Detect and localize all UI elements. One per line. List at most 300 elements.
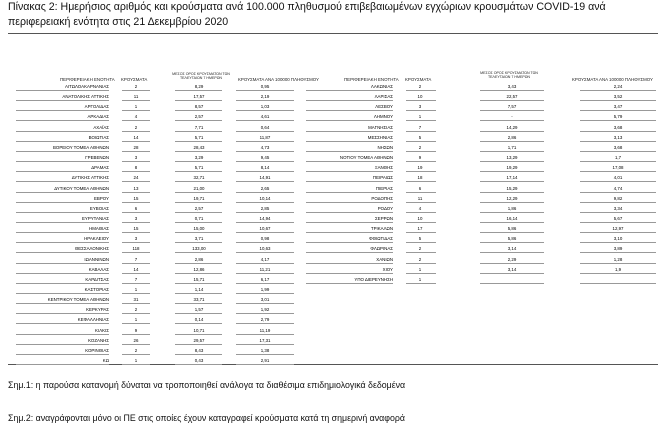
row-rule — [580, 90, 656, 91]
row-rule — [122, 344, 150, 345]
cases-cell: 11 — [133, 94, 139, 100]
row-rule — [236, 110, 294, 111]
row-rule — [236, 171, 294, 172]
avg-cases-cell: 8,57 — [194, 104, 204, 110]
row-rule — [236, 252, 294, 253]
per100k-cell: 3,52 — [613, 94, 623, 100]
avg-cases-cell: 7,57 — [507, 104, 517, 110]
table-row — [290, 104, 660, 113]
cases-cell: 9 — [134, 327, 138, 333]
row-rule — [406, 171, 436, 172]
region-cell: ΚΑΡΔΙΤΣΑΣ — [85, 276, 109, 282]
cases-cell: 9 — [418, 155, 422, 161]
avg-cases-cell: 3,14 — [507, 266, 517, 272]
avg-cases-cell: 10,71 — [193, 327, 205, 333]
cases-cell: 2 — [418, 84, 422, 89]
per100k-cell: 5,79 — [613, 114, 623, 120]
cases-cell: 7 — [134, 276, 138, 282]
table-row — [0, 104, 290, 113]
row-rule — [16, 344, 109, 345]
row-rule — [175, 110, 222, 111]
row-rule — [122, 323, 150, 324]
row-rule — [580, 120, 656, 121]
table-row — [290, 135, 660, 144]
region-cell: ΗΡΑΚΛΕΙΟΥ — [84, 236, 109, 242]
row-rule — [16, 90, 109, 91]
row-rule — [306, 171, 393, 172]
row-rule — [122, 141, 150, 142]
header-cases: ΚΡΟΥΣΜΑΤΑ — [121, 77, 148, 82]
row-rule — [236, 151, 294, 152]
table-row — [0, 206, 290, 215]
cases-cell: 15 — [133, 226, 139, 232]
region-cell: ΤΡΙΚΑΛΩΝ — [370, 226, 393, 232]
region-cell: ΑΙΤΩΛΟΑΚΑΡΝΑΝΙΑΣ — [64, 84, 109, 89]
table-row — [290, 257, 660, 266]
row-rule — [236, 354, 294, 355]
table-row — [0, 307, 290, 316]
cases-cell: 3 — [134, 155, 138, 161]
per100k-cell: 4,73 — [260, 144, 270, 150]
cases-cell: 2 — [418, 256, 422, 262]
table-row — [0, 257, 290, 266]
table-row — [0, 135, 290, 144]
table-row — [290, 196, 660, 205]
row-rule — [122, 313, 150, 314]
region-cell: ΚΕΦΑΛΛΗΝΙΑΣ — [77, 317, 109, 323]
per100k-cell: 11,19 — [259, 327, 271, 333]
row-rule — [236, 161, 294, 162]
table-row — [0, 348, 290, 357]
region-cell: ΛΕΣΒΟΥ — [375, 104, 393, 110]
table-row — [0, 84, 290, 93]
avg-cases-cell: 1,57 — [194, 307, 204, 313]
row-rule — [175, 354, 222, 355]
table-row — [0, 196, 290, 205]
per100k-cell: 10,63 — [259, 246, 271, 252]
region-cell: ΠΙΕΡΙΑΣ — [375, 185, 393, 191]
cases-cell: 11 — [417, 195, 423, 201]
cases-cell: 14 — [133, 134, 139, 140]
cases-cell: 26 — [133, 337, 139, 343]
avg-cases-cell: 0,14 — [194, 317, 204, 323]
row-rule — [406, 212, 436, 213]
cases-cell: 14 — [133, 266, 139, 272]
region-cell: ΝΗΣΩΝ — [377, 144, 393, 150]
row-rule — [306, 151, 393, 152]
row-rule — [406, 232, 436, 233]
row-rule — [236, 222, 294, 223]
header-region: ΠΕΡΙΦΕΡΕΙΑΚΗ ΕΝΟΤΗΤΑ — [344, 77, 399, 82]
cases-cell: 2 — [134, 347, 138, 353]
row-rule — [580, 283, 656, 284]
row-rule — [306, 100, 393, 101]
region-cell: ΑΝΑΤΟΛΙΚΗΣ ΑΤΤΙΚΗΣ — [62, 94, 109, 100]
row-rule — [480, 232, 544, 233]
row-rule — [580, 273, 656, 274]
avg-cases-cell: 33,71 — [193, 297, 205, 303]
row-rule — [580, 192, 656, 193]
per100k-cell: 10,67 — [259, 226, 271, 232]
avg-cases-cell: 2,29 — [507, 256, 517, 262]
row-rule — [580, 110, 656, 111]
avg-cases-cell: - — [511, 114, 513, 120]
cases-cell: 5 — [418, 134, 422, 140]
row-rule — [236, 334, 294, 335]
table-row — [290, 246, 660, 255]
avg-cases-cell: 7,71 — [194, 124, 204, 130]
row-rule — [480, 161, 544, 162]
row-rule — [122, 120, 150, 121]
row-rule — [406, 273, 436, 274]
per100k-cell: 2,24 — [613, 84, 623, 89]
cases-cell: 19 — [417, 165, 423, 171]
row-rule — [580, 100, 656, 101]
region-cell: ΛΗΜΝΟΥ — [373, 114, 393, 120]
row-rule — [16, 131, 109, 132]
per100k-cell: 2,85 — [260, 205, 270, 211]
cases-cell: 8 — [134, 165, 138, 171]
per100k-cell: 1,99 — [260, 287, 270, 292]
row-rule — [406, 263, 436, 264]
row-rule — [306, 232, 393, 233]
table-row — [290, 175, 660, 184]
cases-cell: 4 — [134, 114, 138, 120]
region-cell: ΜΑΓΝΗΣΙΑΣ — [368, 124, 393, 130]
row-rule — [480, 100, 544, 101]
row-rule — [406, 100, 436, 101]
region-cell: ΒΟΙΩΤΙΑΣ — [88, 134, 109, 140]
row-rule — [480, 273, 544, 274]
row-rule — [175, 120, 222, 121]
row-rule — [236, 293, 294, 294]
table-row — [0, 186, 290, 195]
per100k-cell: 0,98 — [260, 236, 270, 242]
row-rule — [122, 222, 150, 223]
row-rule — [236, 141, 294, 142]
row-rule — [175, 364, 222, 365]
row-rule — [122, 212, 150, 213]
row-rule — [175, 293, 222, 294]
row-rule — [16, 222, 109, 223]
table-row — [0, 216, 290, 225]
row-rule — [306, 110, 393, 111]
row-rule — [236, 263, 294, 264]
avg-cases-cell: 2,86 — [194, 256, 204, 262]
per100k-cell: 3,10 — [613, 236, 623, 242]
row-rule — [236, 120, 294, 121]
avg-cases-cell: 1,71 — [507, 144, 517, 150]
row-rule — [122, 334, 150, 335]
row-rule — [306, 192, 393, 193]
avg-cases-cell: 3,14 — [507, 246, 517, 252]
table-row — [290, 94, 660, 103]
region-cell: ΥΠΟ ΔΙΕΡΕΥΝΗΣΗ — [354, 276, 393, 282]
row-rule — [580, 161, 656, 162]
row-rule — [175, 313, 222, 314]
row-rule — [175, 252, 222, 253]
row-rule — [175, 334, 222, 335]
row-rule — [122, 192, 150, 193]
row-rule — [306, 252, 393, 253]
row-rule — [406, 90, 436, 91]
row-rule — [16, 161, 109, 162]
row-rule — [306, 141, 393, 142]
row-rule — [306, 90, 393, 91]
row-rule — [122, 202, 150, 203]
row-rule — [16, 283, 109, 284]
row-rule — [175, 141, 222, 142]
row-rule — [406, 181, 436, 182]
row-rule — [580, 212, 656, 213]
avg-cases-cell: 1,86 — [507, 205, 517, 211]
per100k-cell: 0,64 — [260, 124, 270, 130]
per100k-cell: 17,31 — [259, 337, 271, 343]
per100k-cell: 3,34 — [613, 205, 623, 211]
region-cell: ΘΕΣΣΑΛΟΝΙΚΗΣ — [74, 246, 109, 252]
avg-cases-cell: 29,57 — [193, 337, 205, 343]
row-rule — [406, 192, 436, 193]
row-rule — [16, 151, 109, 152]
table-row — [0, 165, 290, 174]
per100k-cell: 2,19 — [260, 94, 270, 100]
avg-cases-cell: 28,43 — [193, 144, 205, 150]
cases-cell: 2 — [134, 307, 138, 313]
region-cell: ΑΡΓΟΛΙΔΑΣ — [84, 104, 109, 110]
avg-cases-cell: 12,86 — [193, 266, 205, 272]
row-rule — [16, 202, 109, 203]
row-rule — [236, 232, 294, 233]
header-per100k: ΚΡΟΥΣΜΑΤΑ ΑΝΑ 100000 ΠΛΗΘΥΣΜΟΥ — [572, 77, 653, 82]
row-rule — [480, 181, 544, 182]
row-rule — [236, 242, 294, 243]
avg-cases-cell: 15,71 — [193, 276, 205, 282]
row-rule — [122, 90, 150, 91]
cases-cell: 10 — [417, 94, 423, 100]
per100k-cell: 1,9 — [614, 266, 622, 272]
header-per100k: ΚΡΟΥΣΜΑΤΑ ΑΝΑ 100000 ΠΛΗΘΥΣΜΟΥ — [238, 77, 319, 82]
row-rule — [122, 161, 150, 162]
row-rule — [406, 252, 436, 253]
per100k-cell: 11,87 — [259, 134, 271, 140]
cases-cell: 31 — [133, 297, 139, 303]
row-rule — [122, 364, 150, 365]
row-rule — [306, 263, 393, 264]
row-rule — [306, 181, 393, 182]
avg-cases-cell: 5,71 — [194, 134, 204, 140]
header-avg: ΜΕΣΟΣ ΟΡΟΣ ΚΡΟΥΣΜΑΤΩΝ ΤΩΝ ΤΕΛΕΥΤΑΙΩΝ 7 ΗΜΕΡΩΝ — [172, 72, 230, 80]
region-cell: ΔΥΤΙΚΗΣ ΑΤΤΙΚΗΣ — [71, 175, 109, 181]
row-rule — [480, 151, 544, 152]
table-row — [0, 338, 290, 347]
row-rule — [480, 283, 544, 284]
per100k-cell: 2,65 — [260, 185, 270, 191]
cases-cell: 1 — [134, 358, 138, 364]
per100k-cell: 6,17 — [260, 276, 270, 282]
region-cell: ΧΑΝΙΩΝ — [376, 256, 393, 262]
table-row — [290, 186, 660, 195]
row-rule — [16, 110, 109, 111]
avg-cases-cell: 13,29 — [506, 155, 518, 161]
region-cell: ΝΟΤΙΟΥ ΤΟΜΕΑ ΑΘΗΝΩΝ — [339, 155, 393, 161]
table-row — [0, 145, 290, 154]
table-row — [290, 84, 660, 93]
header-avg: ΜΕΣΟΣ ΟΡΟΣ ΚΡΟΥΣΜΑΤΩΝ ΤΩΝ ΤΕΛΕΥΤΑΙΩΝ 7 ΗΜΕΡΩΝ — [480, 71, 538, 79]
row-rule — [175, 131, 222, 132]
row-rule — [580, 141, 656, 142]
per100k-cell: 3,68 — [613, 124, 623, 130]
avg-cases-cell: 19,29 — [506, 165, 518, 171]
row-rule — [16, 100, 109, 101]
per100k-cell: 0,95 — [260, 84, 270, 89]
region-cell: ΜΕΣΣΗΝΙΑΣ — [367, 134, 393, 140]
table-row — [0, 328, 290, 337]
region-cell: ΠΕΙΡΑΙΩΣ — [372, 175, 393, 181]
cases-cell: 3 — [418, 104, 422, 110]
cases-cell: 6 — [134, 205, 138, 211]
row-rule — [236, 192, 294, 193]
table-row — [0, 287, 290, 296]
row-rule — [16, 273, 109, 274]
row-rule — [175, 161, 222, 162]
row-rule — [122, 354, 150, 355]
per100k-cell: 4,74 — [613, 185, 623, 191]
table-row — [0, 125, 290, 134]
region-cell: ΚΩ — [102, 358, 109, 364]
cases-cell: 6 — [418, 185, 422, 191]
region-cell: ΞΑΝΘΗΣ — [374, 165, 393, 171]
row-rule — [480, 222, 544, 223]
row-rule — [406, 202, 436, 203]
note-1: Σημ.1: η παρούσα κατανομή δύναται να τροποποιηθεί ανάλογα τα διαθέσιμα επιδημιολογικά δεδομένα — [8, 380, 406, 390]
avg-cases-cell: 32,71 — [193, 175, 205, 181]
region-cell: ΡΟΔΟΥ — [377, 205, 393, 211]
avg-cases-cell: 12,29 — [506, 195, 518, 201]
avg-cases-cell: 0,43 — [194, 358, 204, 364]
row-rule — [16, 181, 109, 182]
table-row — [290, 277, 660, 286]
cases-cell: 1 — [418, 276, 422, 282]
table-title: Πίνακας 2: Ημερήσιος αριθμός και κρούσματα ανά 100.000 πληθυσμού επιβεβαιωμένων εγχώριων κρουσμάτων COVID-19 ανά περιφερειακή ενότητα στις 21 Δεκεμβρίου 2020 — [8, 1, 606, 28]
row-rule — [480, 131, 544, 132]
per100k-cell: 14,91 — [259, 175, 271, 181]
per100k-cell: 1,92 — [260, 307, 270, 313]
per100k-cell: 11,21 — [259, 266, 271, 272]
row-rule — [236, 364, 294, 365]
row-rule — [406, 151, 436, 152]
region-cell: ΦΛΩΡΙΝΑΣ — [370, 246, 393, 252]
table-row — [0, 175, 290, 184]
row-rule — [175, 151, 222, 152]
avg-cases-cell: 15,29 — [506, 185, 518, 191]
per100k-cell: 1,03 — [260, 104, 270, 110]
row-rule — [16, 212, 109, 213]
row-rule — [122, 303, 150, 304]
table-row — [290, 165, 660, 174]
row-rule — [175, 283, 222, 284]
region-cell: ΚΙΛΚΙΣ — [95, 327, 109, 333]
header-cases: ΚΡΟΥΣΜΑΤΑ — [405, 77, 432, 82]
row-rule — [122, 252, 150, 253]
region-cell: ΙΩΑΝΝΙΝΩΝ — [84, 256, 109, 262]
row-rule — [236, 283, 294, 284]
per100k-cell: 3,68 — [613, 144, 623, 150]
row-rule — [175, 192, 222, 193]
row-rule — [16, 232, 109, 233]
row-rule — [175, 273, 222, 274]
cases-cell: 1 — [418, 266, 422, 272]
note-2: Σημ.2: αναγράφονται μόνο οι ΠΕ στις οποίες έχουν καταγραφεί κρούσματα κατά τη σημερινή αναφορά — [8, 413, 405, 423]
region-cell: ΚΕΡΚΥΡΑΣ — [86, 307, 109, 313]
table-row — [0, 94, 290, 103]
region-cell: ΚΟΖΑΝΗΣ — [88, 337, 109, 343]
row-rule — [122, 100, 150, 101]
row-rule — [122, 232, 150, 233]
row-rule — [236, 181, 294, 182]
row-rule — [175, 242, 222, 243]
table-row — [290, 267, 660, 276]
cases-cell: 1 — [418, 114, 422, 120]
cases-cell: 2 — [134, 84, 138, 89]
per100k-cell: 5,67 — [613, 215, 623, 221]
avg-cases-cell: 17,14 — [506, 175, 518, 181]
row-rule — [122, 293, 150, 294]
cases-cell: 13 — [133, 185, 139, 191]
avg-cases-cell: 5,86 — [507, 226, 517, 232]
table-row — [0, 114, 290, 123]
per100k-cell: 1,28 — [613, 256, 623, 262]
table-row — [290, 236, 660, 245]
table-row — [0, 297, 290, 306]
per100k-cell: 4,61 — [260, 114, 270, 120]
row-rule — [580, 252, 656, 253]
row-rule — [406, 110, 436, 111]
avg-cases-cell: 8,29 — [194, 84, 204, 89]
row-rule — [236, 131, 294, 132]
row-rule — [480, 212, 544, 213]
row-rule — [236, 303, 294, 304]
row-rule — [480, 90, 544, 91]
region-cell: ΕΒΡΟΥ — [94, 195, 109, 201]
table-row — [290, 155, 660, 164]
row-rule — [122, 273, 150, 274]
row-rule — [306, 120, 393, 121]
row-rule — [480, 171, 544, 172]
avg-cases-cell: 5,86 — [507, 236, 517, 242]
table-row — [0, 155, 290, 164]
cases-cell: 1 — [134, 317, 138, 323]
row-rule — [175, 100, 222, 101]
region-cell: ΚΑΒΑΛΑΣ — [88, 266, 109, 272]
cases-cell: 118 — [132, 246, 140, 252]
per100k-cell: 9,82 — [613, 195, 623, 201]
row-rule — [236, 202, 294, 203]
row-rule — [175, 323, 222, 324]
table-row — [0, 358, 290, 367]
region-cell: ΧΙΟΥ — [382, 266, 393, 272]
row-rule — [306, 212, 393, 213]
region-cell: ΕΥΒΟΙΑΣ — [89, 205, 109, 211]
row-rule — [306, 131, 393, 132]
cases-cell: 4 — [418, 205, 422, 211]
row-rule — [175, 263, 222, 264]
region-cell: ΑΡΚΑΔΙΑΣ — [87, 114, 109, 120]
region-cell: ΦΘΙΩΤΙΔΑΣ — [369, 236, 393, 242]
row-rule — [480, 242, 544, 243]
row-rule — [16, 192, 109, 193]
row-rule — [16, 141, 109, 142]
region-cell: ΕΥΡΥΤΑΝΙΑΣ — [81, 215, 109, 221]
